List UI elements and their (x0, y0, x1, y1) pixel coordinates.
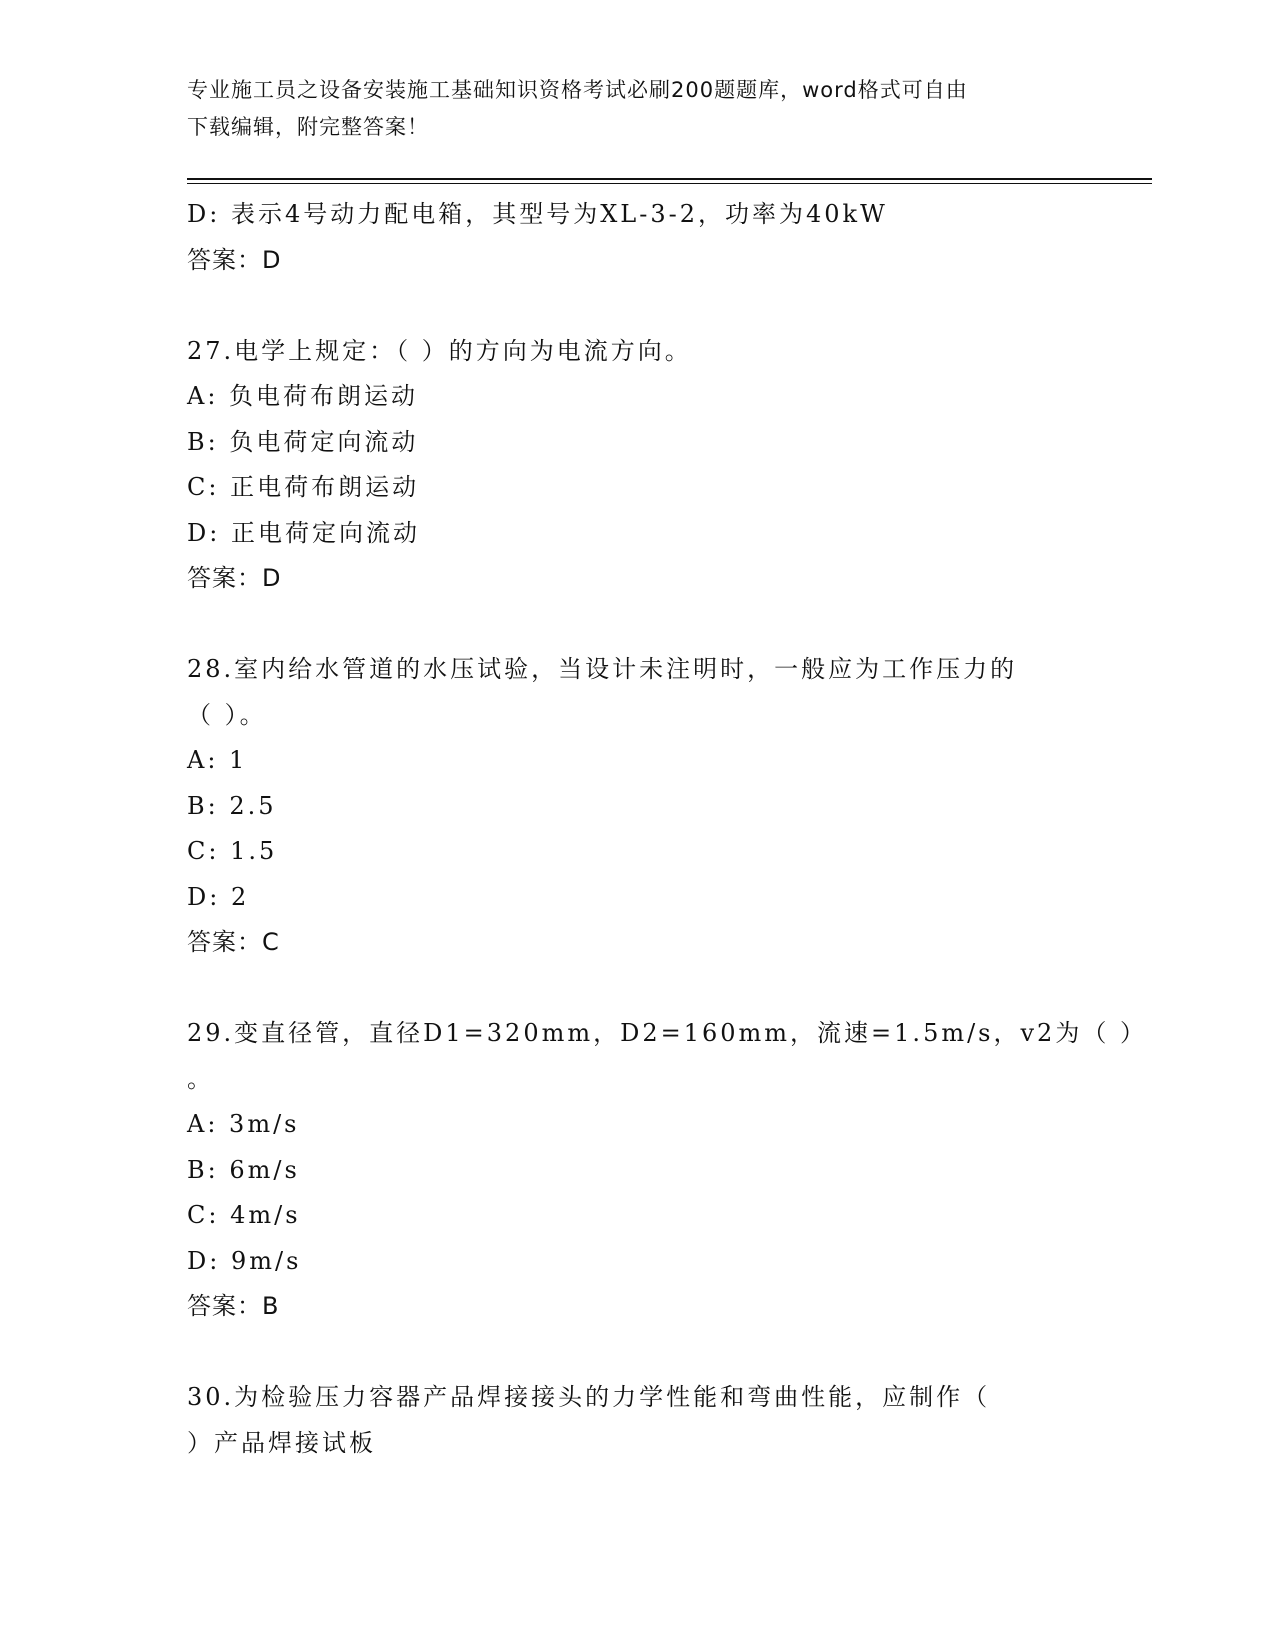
option-d: D: 9m/s (187, 1246, 302, 1275)
option-b: B: 2.5 (187, 791, 277, 820)
question-stem-continued: 。 (187, 1064, 214, 1093)
question-27 (187, 329, 1087, 602)
option-c: C: 4m/s (187, 1201, 301, 1229)
option-d: D: 2 (187, 882, 250, 911)
prev-option-d: D: 表示4号动力配电箱，其型号为XL-3-2，功率为40kW (187, 200, 888, 228)
option-a: A: 负电荷布朗运动 (187, 382, 419, 410)
header-divider (187, 178, 1152, 180)
question-stem-continued: ）产品焊接试板 (187, 1428, 376, 1457)
question-stem: 27.电学上规定：（ ）的方向为电流方向。 (187, 336, 692, 365)
option-a: A: 1 (187, 746, 248, 774)
option-c: C: 正电荷布朗运动 (187, 473, 420, 501)
header-line-1: 专业施工员之设备安装施工基础知识资格考试必刷200题题库，word格式可自由 (187, 78, 968, 102)
question-stem: 29.变直径管，直径D1=320mm，D2=160mm，流速=1.5m/s，v2为（ ） (187, 1019, 1147, 1047)
question-29 (187, 1011, 1147, 1330)
answer: 答案：B (187, 1292, 280, 1320)
option-a: A: 3m/s (187, 1110, 300, 1138)
header-line-2: 下载编辑，附完整答案！ (187, 115, 429, 139)
option-b: B: 6m/s (187, 1155, 300, 1184)
answer: 答案：D (187, 564, 282, 592)
header-divider-thin (187, 183, 1152, 184)
answer: 答案：C (187, 928, 280, 956)
option-c: C: 1.5 (187, 837, 278, 865)
question-stem: 30.为检验压力容器产品焊接接头的力学性能和弯曲性能，应制作（ (187, 1383, 991, 1411)
prev-answer: 答案：D (187, 245, 282, 274)
document-header (187, 72, 1067, 146)
question-stem-continued: （ ）。 (187, 700, 267, 729)
question-28 (187, 647, 1087, 966)
option-b: B: 负电荷定向流动 (187, 427, 419, 456)
question-30 (187, 1375, 1087, 1466)
option-d: D: 正电荷定向流动 (187, 518, 420, 547)
document-body (187, 192, 1147, 1466)
question-stem: 28.室内给水管道的水压试验，当设计未注明时，一般应为工作压力的 (187, 655, 1018, 683)
